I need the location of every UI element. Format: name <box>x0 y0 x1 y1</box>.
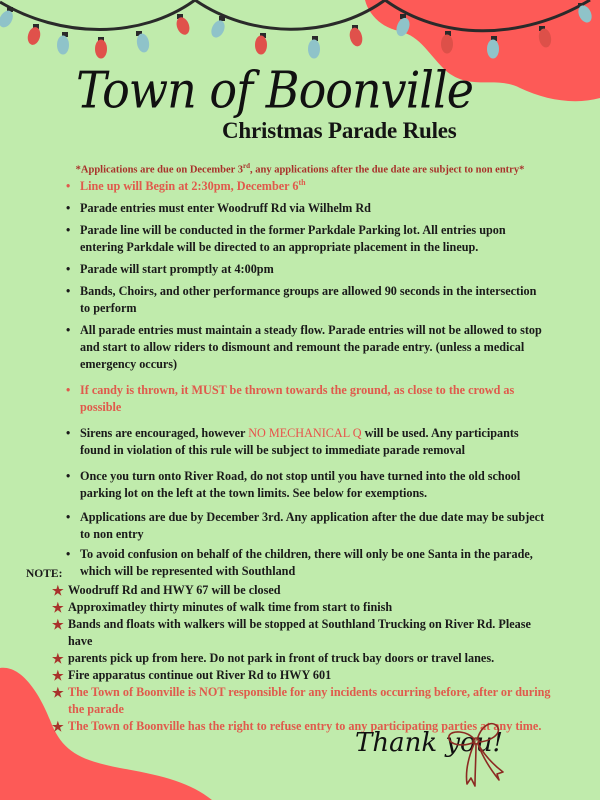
application-notice: *Applications are due on December 3rd, any applications after the due date are subject to non entry* <box>75 162 525 176</box>
note-item: ★ parents pick up from here. Do not park in front of truck bay doors or travel lanes. <box>52 651 495 666</box>
rule-item: • Parade entries must enter Woodruff Rd via Wilhelm Rd <box>66 201 371 215</box>
ribbon-bow-icon <box>445 722 515 792</box>
note-item: ★ Bands and floats with walkers will be stopped at Southland Trucking on River Rd. Please have <box>52 617 531 648</box>
note-item: ★ The Town of Boonville is NOT responsible for any incidents occurring before, after or during the parade <box>52 685 551 716</box>
note-label: NOTE: <box>26 568 63 580</box>
star-icon: ★ <box>52 617 64 632</box>
highlight-text: NO MECHANICAL Q <box>248 426 362 440</box>
rule-item: • Line up will Begin at 2:30pm, December 6th <box>66 177 306 193</box>
rule-item: • Applications are due by December 3rd. Any application after the due date may be subject to non entry <box>66 510 545 541</box>
bullet-icon: • <box>66 179 71 193</box>
rule-item: • Bands, Choirs, and other performance groups are allowed 90 seconds in the intersection to perform <box>66 284 537 315</box>
rule-item: • To avoid confusion on behalf of the children, there will only be one Santa in the parade, which will be represented with Southland <box>66 547 533 578</box>
rule-item: • Parade will start promptly at 4:00pm <box>66 262 274 276</box>
rule-item: • Sirens are encouraged, however NO MECHANICAL Q will be used. Any participants found in violation of this rule will be subject to immediate parade removal <box>66 426 519 457</box>
bullet-icon: • <box>66 262 71 276</box>
star-icon: ★ <box>52 719 64 734</box>
bullet-icon: • <box>66 547 71 561</box>
star-icon: ★ <box>52 685 64 700</box>
note-item: ★ Fire apparatus continue out River Rd to HWY 601 <box>52 668 332 683</box>
rule-item: • Parade line will be conducted in the former Parkdale Parking lot. All entries upon entering Parkdale will be directed to an appropriate placement in the lineup. <box>66 223 506 254</box>
rule-item: • If candy is thrown, it MUST be thrown towards the ground, as close to the crowd as possible <box>66 383 515 414</box>
bullet-icon: • <box>66 284 71 298</box>
bullet-icon: • <box>66 323 71 337</box>
bullet-icon: • <box>66 469 71 483</box>
star-icon: ★ <box>52 668 64 683</box>
bullet-icon: • <box>66 383 71 397</box>
star-icon: ★ <box>52 651 64 666</box>
page-subtitle: Christmas Parade Rules <box>222 118 457 143</box>
note-item: ★ Woodruff Rd and HWY 67 will be closed <box>52 583 281 598</box>
note-item: ★ The Town of Boonville has the right to refuse entry to any participating parties at any time. <box>52 719 542 734</box>
bullet-icon: • <box>66 510 71 524</box>
thank-you-text: Thank you! <box>355 728 503 758</box>
notes-list <box>52 582 552 735</box>
page-title: Town of Boonville <box>76 60 473 120</box>
bullet-icon: • <box>66 426 71 440</box>
rule-item: • Once you turn onto River Road, do not stop until you have turned into the old school parking lot on the left at the town limits. See below for exemptions. <box>66 469 521 500</box>
star-icon: ★ <box>52 600 64 615</box>
bullet-icon: • <box>66 223 71 237</box>
star-icon: ★ <box>52 583 64 598</box>
bullet-icon: • <box>66 201 71 215</box>
note-item: ★ Approximatley thirty minutes of walk time from start to finish <box>52 600 393 615</box>
rules-list <box>66 178 546 580</box>
rule-item: • All parade entries must maintain a steady flow. Parade entries will not be allowed to stop and start to allow riders to dismount and remount the parade entry. (unless a medical emergency occurs) <box>66 323 542 371</box>
